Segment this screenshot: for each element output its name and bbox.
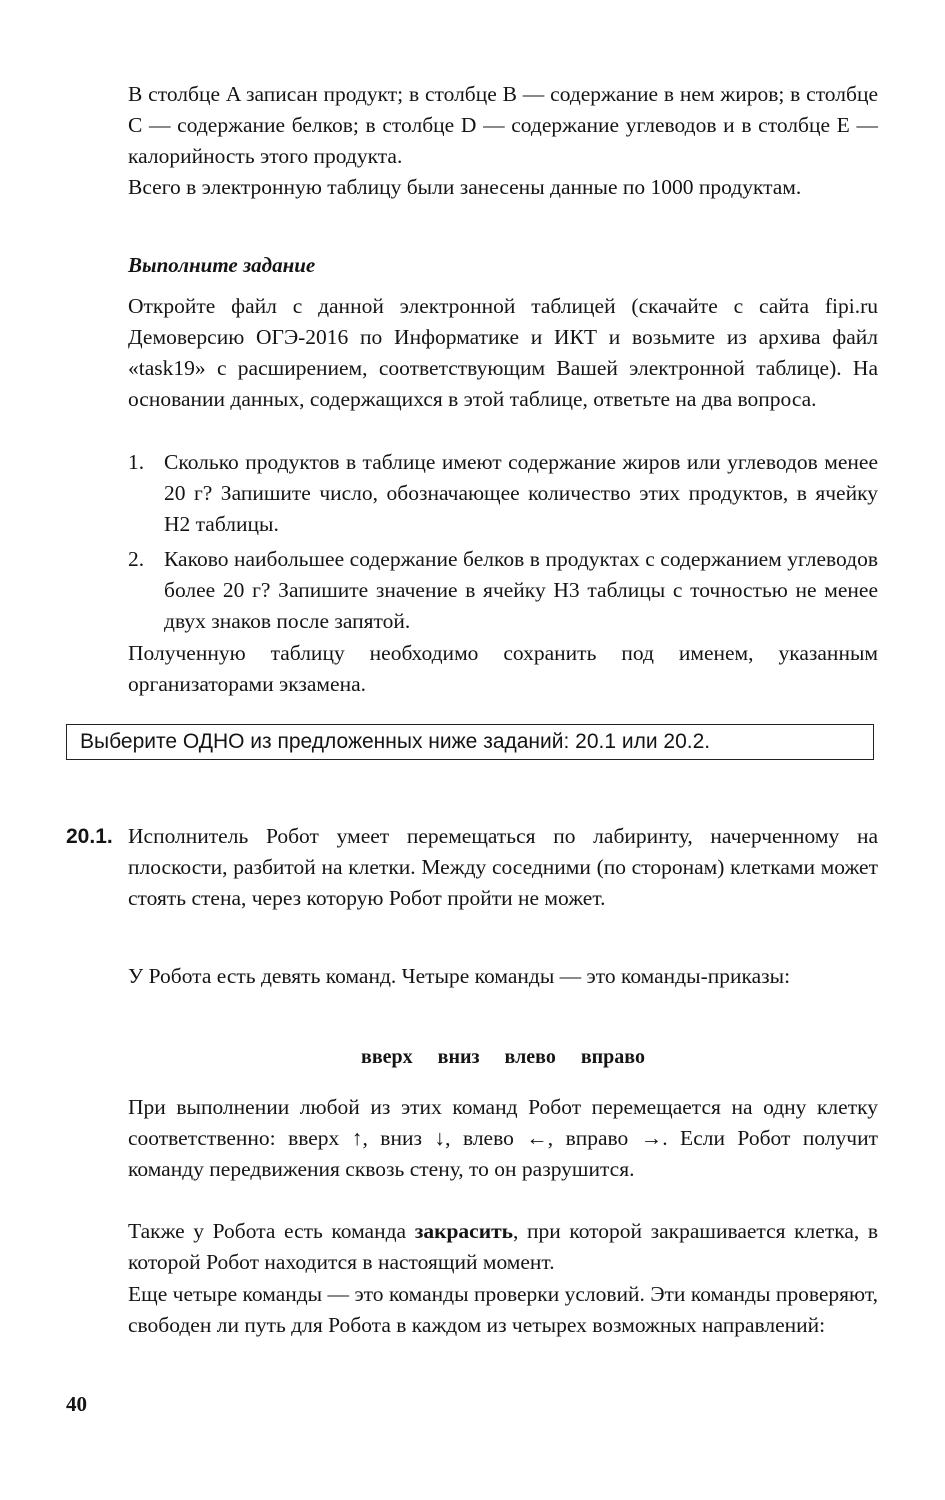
question-2 <box>128 544 878 637</box>
command-down: вниз <box>437 1046 480 1068</box>
paint-command-paragraph <box>128 1216 878 1278</box>
save-instructions: Полученную таблицу необходимо сохранить под именем, указанным организаторами экзамена. <box>128 641 878 696</box>
command-left: влево <box>504 1046 556 1068</box>
question-2-number: 2. <box>128 547 145 571</box>
robot-command-list <box>128 1042 878 1072</box>
intro-paragraph-columns: В столбце A записан продукт; в столбце B — содержание в нем жиров; в столбце C — содержание белков; в столбце D — содержание углеводов и в столбце E — калорийность этого продукта. <box>128 82 878 168</box>
robot-commands-intro: У Робота есть девять команд. Четыре команды — это команды-приказы: <box>128 964 791 988</box>
movement-explanation: При выполнении любой из этих команд Робот перемещается на одну клетку соответственно: вверх ↑, вниз ↓, влево ←, вправо →. Если Робот получит команду передвижения сквозь стену, то он разрушится. <box>128 1095 878 1181</box>
paint-command-name: закрасить <box>414 1219 514 1243</box>
condition-commands-paragraph: Еще четыре команды — это команды проверки условий. Эти команды проверяют, свободен ли путь для Робота в каждом из четырех возможных направлений: <box>128 1282 878 1337</box>
task-20-1-number: 20.1. <box>66 825 113 848</box>
paint-text-after: , при которой закрашивается клетка, в которой Робот находится в настоящий момент. <box>128 1219 878 1274</box>
command-right: вправо <box>580 1046 645 1068</box>
task-heading: Выполните задание <box>128 253 316 277</box>
paint-text-before: Также у Робота есть команда <box>128 1219 415 1243</box>
question-1 <box>128 447 878 540</box>
question-2-text: Каково наибольшее содержание белков в продуктах с содержанием углеводов более 20 г? Запишите значение в ячейку H3 таблицы с точностью не менее двух знаков после запятой. <box>164 547 878 633</box>
task19-instructions: Откройте файл с данной электронной таблицей (скачайте с сайта fipi.ru Демоверсию ОГЭ-2016 по Информатике и ИКТ и возьмите из архива файл «task19» с расширением, соответствующим Вашей электронной таблице). На основании данных, содержащихся в этой таблице, ответьте на два вопроса. <box>128 294 878 411</box>
robot-description: Исполнитель Робот умеет перемещаться по лабиринту, начерченному на плоскости, разбитой на клетки. Между соседними (по сторонам) клетками может стоять стена, через которую Робот пройти не может. <box>128 824 878 910</box>
question-1-text: Сколько продуктов в таблице имеют содержание жиров или углеводов менее 20 г? Запишите число, обозначающее количество этих продуктов, в ячейку H2 таблицы. <box>164 450 878 536</box>
intro-paragraph-total: Всего в электронную таблицу были занесены данные по 1000 продуктам. <box>128 175 802 199</box>
page-number: 40 <box>66 1392 87 1416</box>
question-1-number: 1. <box>128 450 145 474</box>
choose-task-notice: Выберите ОДНО из предложенных ниже заданий: 20.1 или 20.2. <box>66 724 874 760</box>
command-up: вверх <box>361 1046 413 1068</box>
